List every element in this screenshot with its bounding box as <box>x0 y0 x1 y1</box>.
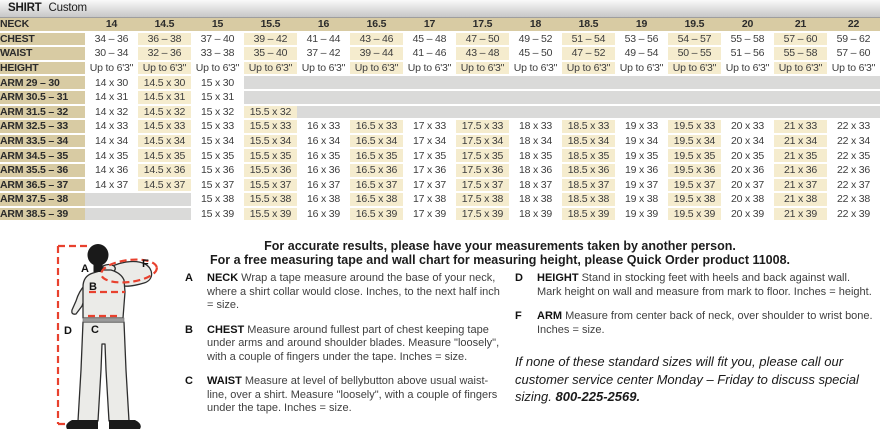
empty-cell <box>562 105 615 120</box>
row-label: ARM 37.5 – 38 <box>0 192 85 207</box>
empty-cell <box>721 105 774 120</box>
size-cell: 47 – 52 <box>562 46 615 61</box>
instruction-letter: A <box>185 272 193 284</box>
size-cell: 57 – 60 <box>774 32 827 47</box>
table-row <box>0 119 880 134</box>
size-cell: 32 – 36 <box>138 46 191 61</box>
size-cell: 20 x 37 <box>721 178 774 193</box>
size-cell: 15 x 36 <box>191 163 244 178</box>
size-cell: 17.5 x 33 <box>456 119 509 134</box>
table-row <box>0 178 880 193</box>
size-cell: 20 x 39 <box>721 207 774 222</box>
size-cell: 17 x 39 <box>403 207 456 222</box>
size-cell: 18.5 x 37 <box>562 178 615 193</box>
neck-size-header: 16.5 <box>350 18 403 32</box>
size-cell: 14.5 x 30 <box>138 75 191 90</box>
size-cell: 18.5 x 34 <box>562 134 615 149</box>
figure-label-arm: F <box>142 258 149 270</box>
size-cell: 17 x 33 <box>403 119 456 134</box>
size-cell: 55 – 58 <box>774 46 827 61</box>
neck-size-header: 15.5 <box>244 18 297 32</box>
size-cell: 16.5 x 33 <box>350 119 403 134</box>
size-cell: 19.5 x 33 <box>668 119 721 134</box>
instruction-item <box>515 310 875 337</box>
size-cell: 18 x 36 <box>509 163 562 178</box>
empty-cell <box>350 75 403 90</box>
size-cell: 19 x 36 <box>615 163 668 178</box>
size-cell: 17 x 34 <box>403 134 456 149</box>
size-cell: 19.5 x 36 <box>668 163 721 178</box>
row-label: WAIST <box>0 46 85 61</box>
size-cell: 17 x 38 <box>403 192 456 207</box>
size-cell: 15 x 31 <box>191 90 244 105</box>
instructions-left-column <box>185 272 501 427</box>
figure-label-height: D <box>64 325 72 337</box>
empty-cell <box>615 90 668 105</box>
size-cell: 22 x 35 <box>827 148 880 163</box>
row-label: ARM 32.5 – 33 <box>0 119 85 134</box>
empty-cell <box>562 90 615 105</box>
size-cell: Up to 6'3" <box>615 61 668 76</box>
size-cell: 15.5 x 33 <box>244 119 297 134</box>
size-cell: 19 x 35 <box>615 148 668 163</box>
size-cell: 22 x 34 <box>827 134 880 149</box>
size-cell: 15.5 x 35 <box>244 148 297 163</box>
size-cell: Up to 6'3" <box>562 61 615 76</box>
size-cell: 14 x 30 <box>85 75 138 90</box>
size-table-body <box>0 32 880 222</box>
empty-cell <box>721 75 774 90</box>
size-cell: 16 x 35 <box>297 148 350 163</box>
size-cell: 16.5 x 36 <box>350 163 403 178</box>
size-cell: 49 – 52 <box>509 32 562 47</box>
table-row <box>0 32 880 47</box>
size-cell: 19.5 x 37 <box>668 178 721 193</box>
size-cell: 19 x 33 <box>615 119 668 134</box>
size-cell: 15.5 x 39 <box>244 207 297 222</box>
page-title: SHIRT <box>8 2 42 14</box>
size-cell: Up to 6'3" <box>774 61 827 76</box>
size-cell: 15 x 37 <box>191 178 244 193</box>
empty-cell <box>85 207 138 222</box>
instruction-item <box>185 324 501 365</box>
size-cell: 18 x 37 <box>509 178 562 193</box>
neck-size-header: 19.5 <box>668 18 721 32</box>
size-cell: 15.5 x 32 <box>244 105 297 120</box>
size-cell: 16 x 33 <box>297 119 350 134</box>
table-row <box>0 148 880 163</box>
empty-cell <box>403 105 456 120</box>
size-cell: Up to 6'3" <box>191 61 244 76</box>
size-cell: 18 x 34 <box>509 134 562 149</box>
size-cell: 19 x 34 <box>615 134 668 149</box>
empty-cell <box>774 90 827 105</box>
size-cell: 16.5 x 34 <box>350 134 403 149</box>
size-cell: 39 – 44 <box>350 46 403 61</box>
empty-cell <box>350 90 403 105</box>
page-subtitle: Custom <box>48 2 87 14</box>
empty-cell <box>85 192 138 207</box>
size-cell: Up to 6'3" <box>456 61 509 76</box>
size-cell: 15 x 39 <box>191 207 244 222</box>
neck-size-header: 14.5 <box>138 18 191 32</box>
empty-cell <box>244 75 297 90</box>
size-cell: 16 x 38 <box>297 192 350 207</box>
size-cell: 14.5 x 33 <box>138 119 191 134</box>
empty-cell <box>827 75 880 90</box>
empty-cell <box>297 105 350 120</box>
size-cell: 15 x 30 <box>191 75 244 90</box>
size-cell: 39 – 42 <box>244 32 297 47</box>
size-cell: 20 x 34 <box>721 134 774 149</box>
row-label: ARM 34.5 – 35 <box>0 148 85 163</box>
empty-cell <box>403 90 456 105</box>
instruction-letter: F <box>515 310 522 322</box>
size-cell: 21 x 37 <box>774 178 827 193</box>
size-cell: 19 x 39 <box>615 207 668 222</box>
size-cell: Up to 6'3" <box>403 61 456 76</box>
instruction-term: CHEST <box>207 323 245 336</box>
size-cell: 49 – 54 <box>615 46 668 61</box>
size-cell: Up to 6'3" <box>721 61 774 76</box>
size-cell: 18.5 x 35 <box>562 148 615 163</box>
size-cell: 45 – 48 <box>403 32 456 47</box>
row-label: NECK <box>0 18 85 32</box>
size-cell: 18 x 33 <box>509 119 562 134</box>
size-cell: 16 x 39 <box>297 207 350 222</box>
empty-cell <box>774 75 827 90</box>
size-cell: Up to 6'3" <box>350 61 403 76</box>
size-cell: 14.5 x 37 <box>138 178 191 193</box>
empty-cell <box>615 75 668 90</box>
empty-cell <box>509 75 562 90</box>
size-cell: 14 x 33 <box>85 119 138 134</box>
empty-cell <box>456 90 509 105</box>
neck-size-header: 22 <box>827 18 880 32</box>
neck-size-header: 18.5 <box>562 18 615 32</box>
instruction-text <box>537 272 875 299</box>
table-row <box>0 90 880 105</box>
size-table <box>0 18 880 222</box>
size-cell: 15.5 x 36 <box>244 163 297 178</box>
empty-cell <box>456 75 509 90</box>
size-cell: 18.5 x 33 <box>562 119 615 134</box>
phone-number: 800-225-2569. <box>555 389 641 404</box>
row-label: ARM 30.5 – 31 <box>0 90 85 105</box>
instructions-right-column <box>515 272 875 406</box>
empty-cell <box>721 90 774 105</box>
size-cell: 43 – 48 <box>456 46 509 61</box>
empty-cell <box>244 90 297 105</box>
empty-cell <box>509 105 562 120</box>
size-cell: 18 x 35 <box>509 148 562 163</box>
size-cell: Up to 6'3" <box>668 61 721 76</box>
size-cell: 17.5 x 35 <box>456 148 509 163</box>
instruction-item <box>515 272 875 299</box>
figure-left-shoe <box>66 420 98 429</box>
table-row <box>0 75 880 90</box>
size-cell: 50 – 55 <box>668 46 721 61</box>
instruction-item <box>185 272 501 313</box>
size-cell: 17.5 x 36 <box>456 163 509 178</box>
instruction-text <box>207 375 501 416</box>
empty-cell <box>509 90 562 105</box>
size-cell: Up to 6'3" <box>244 61 297 76</box>
size-cell: 16 x 36 <box>297 163 350 178</box>
size-cell: 14 x 36 <box>85 163 138 178</box>
size-cell: 17 x 36 <box>403 163 456 178</box>
empty-cell <box>668 105 721 120</box>
table-row <box>0 105 880 120</box>
size-cell: 14.5 x 35 <box>138 148 191 163</box>
size-cell: 41 – 46 <box>403 46 456 61</box>
size-cell: 53 – 56 <box>615 32 668 47</box>
size-cell: 22 x 36 <box>827 163 880 178</box>
table-row <box>0 18 880 32</box>
instruction-term: HEIGHT <box>537 272 579 284</box>
empty-cell <box>297 90 350 105</box>
instruction-description: Measure at level of bellybutton above usual waist-line, over a shirt. Measure "loosely", with a couple of fingers under the tape. Inches = size. <box>207 375 498 414</box>
size-cell: 17.5 x 37 <box>456 178 509 193</box>
empty-cell <box>403 75 456 90</box>
special-sizing-text: If none of these standard sizes will fit you, please call our customer service center Monday – Friday to discuss special sizing. <box>515 354 859 404</box>
size-cell: 20 x 36 <box>721 163 774 178</box>
size-cell: 51 – 56 <box>721 46 774 61</box>
size-cell: 18 x 38 <box>509 192 562 207</box>
size-cell: 59 – 62 <box>827 32 880 47</box>
size-cell: 22 x 37 <box>827 178 880 193</box>
size-cell: 19.5 x 38 <box>668 192 721 207</box>
instruction-item <box>185 375 501 416</box>
size-cell: 17.5 x 38 <box>456 192 509 207</box>
size-cell: 17.5 x 39 <box>456 207 509 222</box>
size-cell: 14.5 x 36 <box>138 163 191 178</box>
size-cell: 57 – 60 <box>827 46 880 61</box>
figure-label-chest: B <box>89 281 97 293</box>
size-cell: 34 – 36 <box>85 32 138 47</box>
size-cell: 20 x 38 <box>721 192 774 207</box>
empty-cell <box>562 75 615 90</box>
row-label: ARM 31.5 – 32 <box>0 105 85 120</box>
size-cell: 37 – 40 <box>191 32 244 47</box>
table-row <box>0 192 880 207</box>
neck-size-header: 14 <box>85 18 138 32</box>
size-cell: 19.5 x 35 <box>668 148 721 163</box>
instruction-description: Measure from center back of neck, over shoulder to wrist bone. Inches = size. <box>537 310 873 336</box>
table-row <box>0 61 880 76</box>
size-cell: 15 x 38 <box>191 192 244 207</box>
size-cell: 15 x 35 <box>191 148 244 163</box>
size-cell: 16 x 37 <box>297 178 350 193</box>
instruction-text <box>537 310 875 337</box>
size-cell: 20 x 35 <box>721 148 774 163</box>
size-cell: 20 x 33 <box>721 119 774 134</box>
instruction-description: Wrap a tape measure around the base of your neck, where a shirt collar would close. Inches, to the next half inch = size. <box>207 272 500 311</box>
empty-cell <box>138 192 191 207</box>
instruction-letter: B <box>185 323 193 336</box>
neck-size-header: 20 <box>721 18 774 32</box>
empty-cell <box>827 90 880 105</box>
empty-cell <box>350 105 403 120</box>
figure-label-waist: C <box>91 324 99 336</box>
row-label: ARM 29 – 30 <box>0 75 85 90</box>
size-cell: 45 – 50 <box>509 46 562 61</box>
size-cell: 14.5 x 32 <box>138 105 191 120</box>
size-cell: 15.5 x 34 <box>244 134 297 149</box>
size-cell: 15 x 34 <box>191 134 244 149</box>
empty-cell <box>138 207 191 222</box>
row-label: CHEST <box>0 32 85 47</box>
empty-cell <box>297 75 350 90</box>
person-back-view <box>66 244 151 429</box>
size-cell: 18.5 x 36 <box>562 163 615 178</box>
size-cell: 16.5 x 35 <box>350 148 403 163</box>
size-cell: Up to 6'3" <box>85 61 138 76</box>
size-cell: 30 – 34 <box>85 46 138 61</box>
size-cell: 21 x 34 <box>774 134 827 149</box>
size-cell: 41 – 44 <box>297 32 350 47</box>
empty-cell <box>668 75 721 90</box>
table-row <box>0 134 880 149</box>
neck-size-header: 17 <box>403 18 456 32</box>
size-cell: 35 – 40 <box>244 46 297 61</box>
instruction-description: Measure around fullest part of chest keeping tape under arms and around shoulder blades. Measure "loosely", with a couple of fingers under the tape. Inches = size. <box>207 323 500 363</box>
instruction-term: WAIST <box>207 375 242 387</box>
size-cell: 22 x 38 <box>827 192 880 207</box>
size-cell: 15 x 33 <box>191 119 244 134</box>
figure-waistband <box>83 318 124 322</box>
empty-cell <box>456 105 509 120</box>
neck-size-header: 19 <box>615 18 668 32</box>
size-cell: 16.5 x 38 <box>350 192 403 207</box>
empty-cell <box>827 105 880 120</box>
row-label: ARM 38.5 – 39 <box>0 207 85 222</box>
size-cell: 36 – 38 <box>138 32 191 47</box>
row-label: HEIGHT <box>0 61 85 76</box>
size-cell: 15.5 x 38 <box>244 192 297 207</box>
empty-cell <box>774 105 827 120</box>
size-cell: 16.5 x 39 <box>350 207 403 222</box>
size-cell: 14 x 37 <box>85 178 138 193</box>
table-row <box>0 163 880 178</box>
size-cell: 22 x 39 <box>827 207 880 222</box>
size-cell: 33 – 38 <box>191 46 244 61</box>
size-cell: 37 – 42 <box>297 46 350 61</box>
size-cell: 16.5 x 37 <box>350 178 403 193</box>
size-cell: 14 x 35 <box>85 148 138 163</box>
size-cell: 55 – 58 <box>721 32 774 47</box>
instruction-letter: D <box>515 272 523 284</box>
size-cell: 43 – 46 <box>350 32 403 47</box>
size-cell: Up to 6'3" <box>509 61 562 76</box>
size-cell: 54 – 57 <box>668 32 721 47</box>
note-line-2: For a free measuring tape and wall chart for measuring height, please Quick Order product 11008. <box>209 253 791 267</box>
size-cell: 18.5 x 39 <box>562 207 615 222</box>
size-cell: 17 x 35 <box>403 148 456 163</box>
neck-size-header: 18 <box>509 18 562 32</box>
neck-size-header: 16 <box>297 18 350 32</box>
size-cell: 21 x 36 <box>774 163 827 178</box>
chart-title-bar <box>0 0 880 18</box>
size-cell: 15 x 32 <box>191 105 244 120</box>
size-cell: 15.5 x 37 <box>244 178 297 193</box>
size-cell: 14.5 x 34 <box>138 134 191 149</box>
size-cell: 22 x 33 <box>827 119 880 134</box>
row-label: ARM 33.5 – 34 <box>0 134 85 149</box>
size-cell: 17 x 37 <box>403 178 456 193</box>
size-cell: 19.5 x 39 <box>668 207 721 222</box>
instruction-term: ARM <box>537 310 563 322</box>
size-cell: 18 x 39 <box>509 207 562 222</box>
table-row <box>0 46 880 61</box>
size-cell: Up to 6'3" <box>827 61 880 76</box>
size-cell: 47 – 50 <box>456 32 509 47</box>
size-cell: 17.5 x 34 <box>456 134 509 149</box>
instruction-description: Stand in stocking feet with heels and back against wall. Mark height on wall and measure from mark to floor. Inches = height. <box>537 272 872 298</box>
instruction-term: NECK <box>207 272 239 284</box>
neck-size-header: 17.5 <box>456 18 509 32</box>
figure-right-shoe <box>109 420 141 429</box>
measurement-figure-drawing <box>45 240 163 440</box>
size-cell: 14 x 31 <box>85 90 138 105</box>
size-cell: Up to 6'3" <box>297 61 350 76</box>
size-cell: Up to 6'3" <box>138 61 191 76</box>
size-cell: 19.5 x 34 <box>668 134 721 149</box>
size-cell: 14 x 32 <box>85 105 138 120</box>
special-sizing-note <box>515 353 875 406</box>
neck-size-header: 15 <box>191 18 244 32</box>
note-line-1: For accurate results, please have your measurements taken by another person. <box>264 239 736 253</box>
size-cell: 21 x 39 <box>774 207 827 222</box>
empty-cell <box>615 105 668 120</box>
size-cell: 14 x 34 <box>85 134 138 149</box>
size-cell: 21 x 35 <box>774 148 827 163</box>
size-cell: 18.5 x 38 <box>562 192 615 207</box>
figure-head <box>88 244 109 266</box>
row-label: ARM 35.5 – 36 <box>0 163 85 178</box>
size-cell: 21 x 38 <box>774 192 827 207</box>
size-cell: 51 – 54 <box>562 32 615 47</box>
measurement-figure <box>45 240 163 440</box>
measuring-notes <box>130 239 870 267</box>
size-cell: 14.5 x 31 <box>138 90 191 105</box>
size-cell: 21 x 33 <box>774 119 827 134</box>
neck-size-header: 21 <box>774 18 827 32</box>
row-label: ARM 36.5 – 37 <box>0 178 85 193</box>
instruction-text <box>207 324 501 365</box>
empty-cell <box>668 90 721 105</box>
size-cell: 19 x 38 <box>615 192 668 207</box>
instruction-letter: C <box>185 375 193 387</box>
size-cell: 19 x 37 <box>615 178 668 193</box>
figure-label-neck: A <box>81 263 89 275</box>
table-row <box>0 207 880 222</box>
neck-header-row <box>0 18 880 32</box>
instruction-text <box>207 272 501 313</box>
size-cell: 16 x 34 <box>297 134 350 149</box>
